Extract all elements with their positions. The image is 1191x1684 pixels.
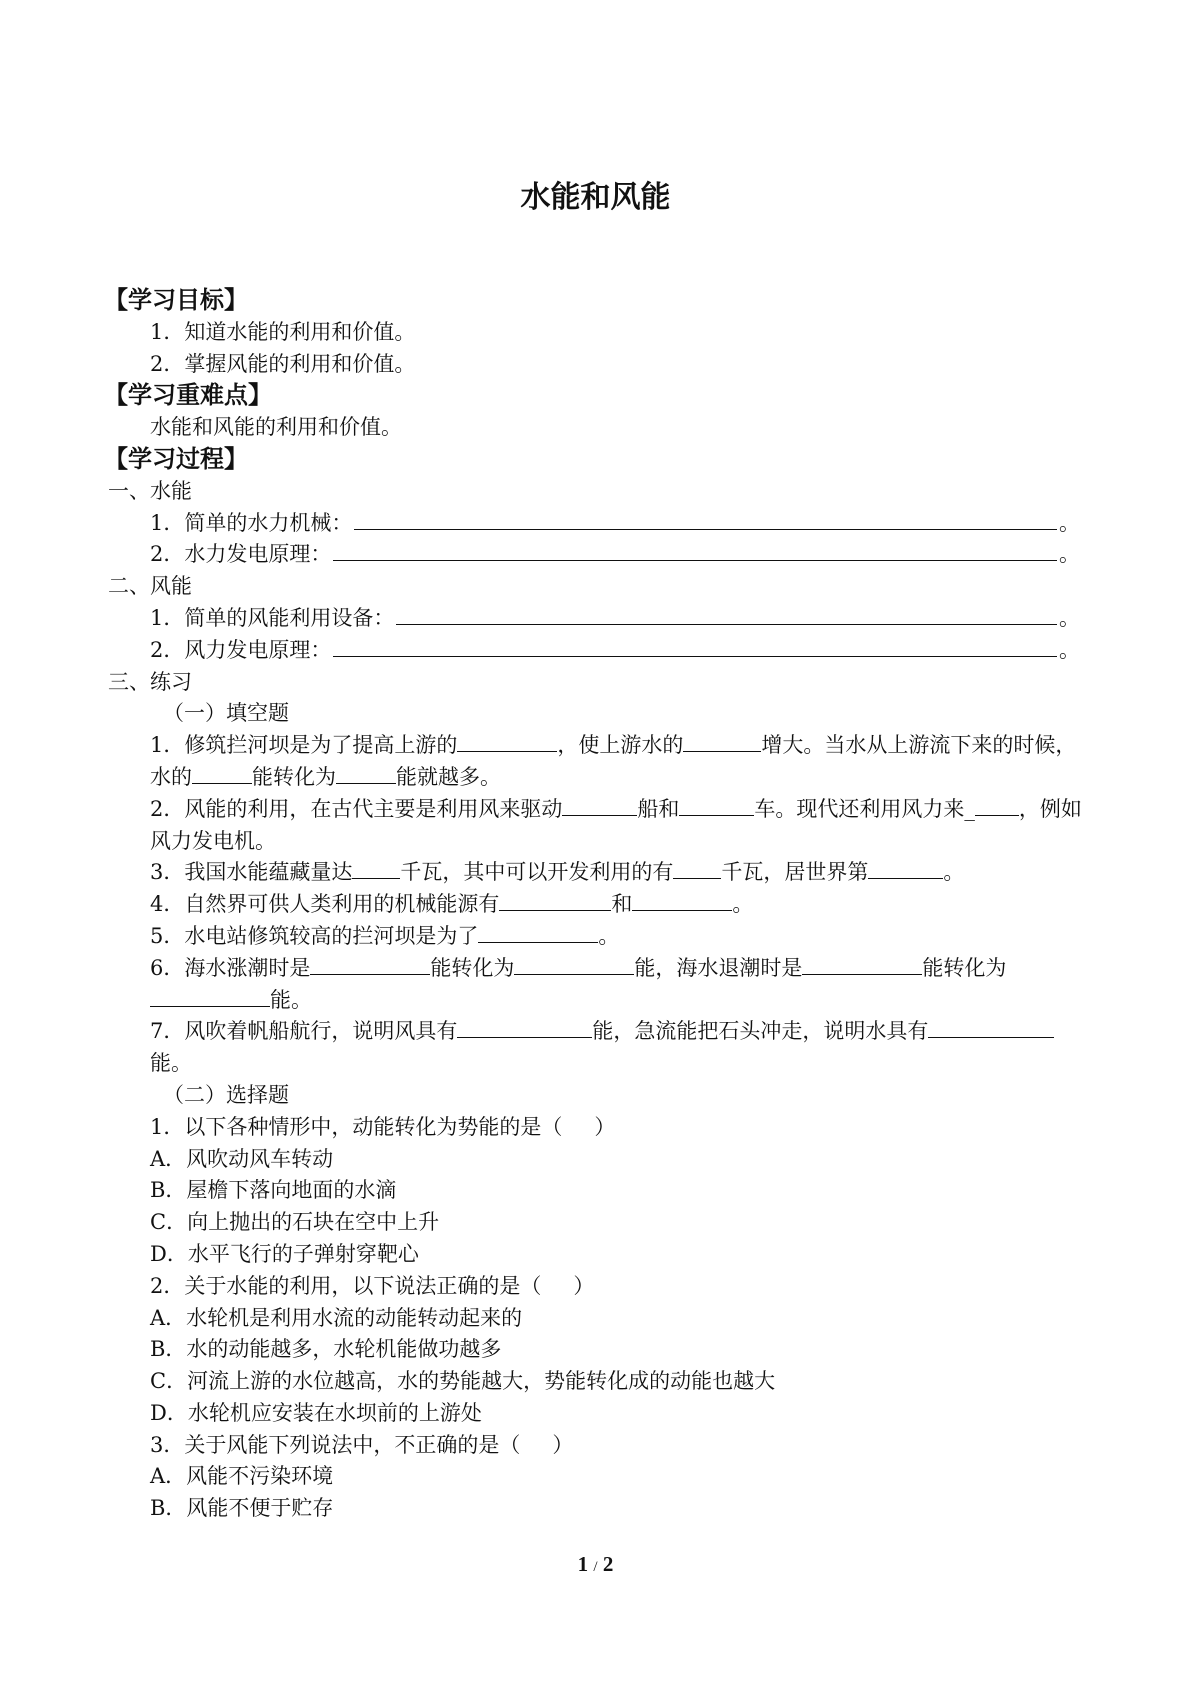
choice-option[interactable]: C．河流上游的水位越高，水的势能越大，势能转化成的动能也越大 [150,1369,776,1394]
fill-question-3 [108,857,1088,889]
question-text: ，使上游水的 [557,733,684,758]
answer-blank[interactable] [354,508,1057,530]
question-text: 1．修筑拦河坝是为了提高上游的 [150,733,458,758]
answer-blank[interactable] [396,603,1057,625]
question-text: ） [594,1114,616,1139]
choice-option[interactable]: A．风能不污染环境 [150,1464,334,1489]
fill-question-6 [108,953,1088,1017]
question-text: 能转化为 [252,764,336,789]
page-number [0,1552,1191,1577]
question-text: 2．关于水能的利用，以下说法正确的是（ [150,1273,542,1298]
answer-blank[interactable] [802,954,922,975]
wind-item-1 [108,603,1088,635]
answer-blank[interactable] [457,731,557,752]
answer-blank[interactable] [336,763,396,784]
answer-blank[interactable] [457,1017,592,1038]
choice-option[interactable]: B．水的动能越多，水轮机能做功越多 [150,1337,502,1362]
question-text: 能。 [150,1051,192,1076]
page-total: 2 [602,1552,614,1576]
choice-option[interactable]: D．水平飞行的子弹射穿靶心 [150,1241,419,1266]
answer-blank[interactable] [975,795,1019,816]
answer-blank[interactable] [310,954,430,975]
question-text: 车。现代还利用风力来_ [754,796,975,821]
answer-blank[interactable] [333,635,1057,657]
answer-blank[interactable] [499,890,611,911]
choice-option[interactable]: C．向上抛出的石块在空中上升 [150,1210,440,1235]
page-current: 1 [577,1552,589,1576]
wind-item-2-label: 2．风力发电原理： [150,637,332,662]
document-body [104,285,1088,1525]
process-heading: 【学习过程】 [104,444,248,473]
answer-blank[interactable] [192,763,252,784]
objective-item: 2．掌握风能的利用和价值。 [150,351,416,376]
question-text: 增大。当水从上游流下来的时候，水的 [150,733,1077,789]
choice-question-2 [108,1271,1088,1303]
question-text: 。 [732,892,754,917]
question-text: 能，急流能把石头冲走，说明水具有 [592,1019,929,1044]
question-text: 7．风吹着帆船航行，说明风具有 [150,1019,458,1044]
choice-heading: （二）选择题 [163,1082,289,1107]
choice-option[interactable]: A．风吹动风车转动 [150,1146,334,1171]
question-text: 能转化为 [922,955,1007,980]
answer-blank[interactable] [150,986,270,1007]
section-wind-label: 二、风能 [108,574,192,599]
question-text: 2．风能的利用，在古代主要是利用风来驱动 [150,796,563,821]
question-text: 船和 [637,796,680,821]
question-text: 5．水电站修筑较高的拦河坝是为了 [150,923,479,948]
answer-blank[interactable] [514,954,634,975]
answer-blank[interactable] [928,1017,972,1038]
objective-item: 1．知道水能的利用和价值。 [150,319,416,344]
wind-item-1-label: 1．简单的风能利用设备： [150,605,395,630]
answer-blank[interactable] [868,858,943,879]
fill-question-1 [108,730,1088,794]
answer-blank[interactable] [972,1017,1054,1038]
answer-blank[interactable] [562,795,637,816]
choice-option[interactable]: D．水轮机应安装在水坝前的上游处 [150,1400,482,1425]
answer-blank[interactable] [333,539,1057,561]
fill-question-4 [108,889,1088,921]
water-item-1-label: 1．简单的水力机械： [150,510,353,535]
choice-option[interactable]: A．水轮机是利用水流的动能转动起来的 [150,1305,523,1330]
choice-question-3 [108,1430,1088,1462]
question-text: 3．我国水能蕴藏量达 [150,860,353,885]
choice-option[interactable]: B．屋檐下落向地面的水滴 [150,1178,397,1203]
page-separator: / [593,1559,598,1575]
question-text: 3．关于风能下列说法中，不正确的是（ [150,1432,521,1457]
period: 。 [1059,637,1080,662]
page-title: 水能和风能 [520,180,671,215]
water-item-1 [108,508,1088,540]
question-text: 能转化为 [430,955,515,980]
question-text: 1．以下各种情形中，动能转化为势能的是（ [150,1114,563,1139]
period: 。 [1059,542,1080,567]
section-water-label: 一、水能 [108,478,192,503]
question-text: 千瓦，居世界第 [721,860,869,885]
period: 。 [1059,605,1080,630]
question-text: 。 [598,923,620,948]
fill-question-7 [108,1016,1088,1080]
question-text: 和 [611,892,633,917]
answer-blank[interactable] [673,858,721,879]
question-text: 。 [943,860,965,885]
question-text: 能。 [270,987,312,1012]
question-text: 千瓦，其中可以开发利用的有 [400,860,674,885]
question-text: 4．自然界可供人类利用的机械能源有 [150,892,500,917]
question-text: ） [552,1432,574,1457]
key-points-text: 水能和风能的利用和价值。 [150,415,402,440]
answer-blank[interactable] [679,795,754,816]
wind-item-2 [108,635,1088,667]
question-text: 能，海水退潮时是 [634,955,803,980]
answer-blank[interactable] [632,890,732,911]
answer-blank[interactable] [478,922,598,943]
fill-in-heading: （一）填空题 [163,701,289,726]
fill-question-2 [108,794,1088,858]
question-text: ，例如风力发电机。 [150,796,1082,853]
question-text: ） [573,1273,595,1298]
choice-question-1 [108,1112,1088,1144]
section-practice-label: 三、练习 [108,669,192,694]
fill-question-5 [108,921,1088,953]
answer-blank[interactable] [683,731,761,752]
question-text: 6．海水涨潮时是 [150,955,311,980]
key-points-heading: 【学习重难点】 [104,381,272,410]
question-text: 能就越多。 [396,764,501,789]
answer-blank[interactable] [352,858,400,879]
objectives-heading: 【学习目标】 [104,286,248,314]
period: 。 [1059,510,1080,535]
choice-option[interactable]: B．风能不便于贮存 [150,1496,334,1521]
water-item-2-label: 2．水力发电原理： [150,542,332,567]
water-item-2 [108,539,1088,571]
